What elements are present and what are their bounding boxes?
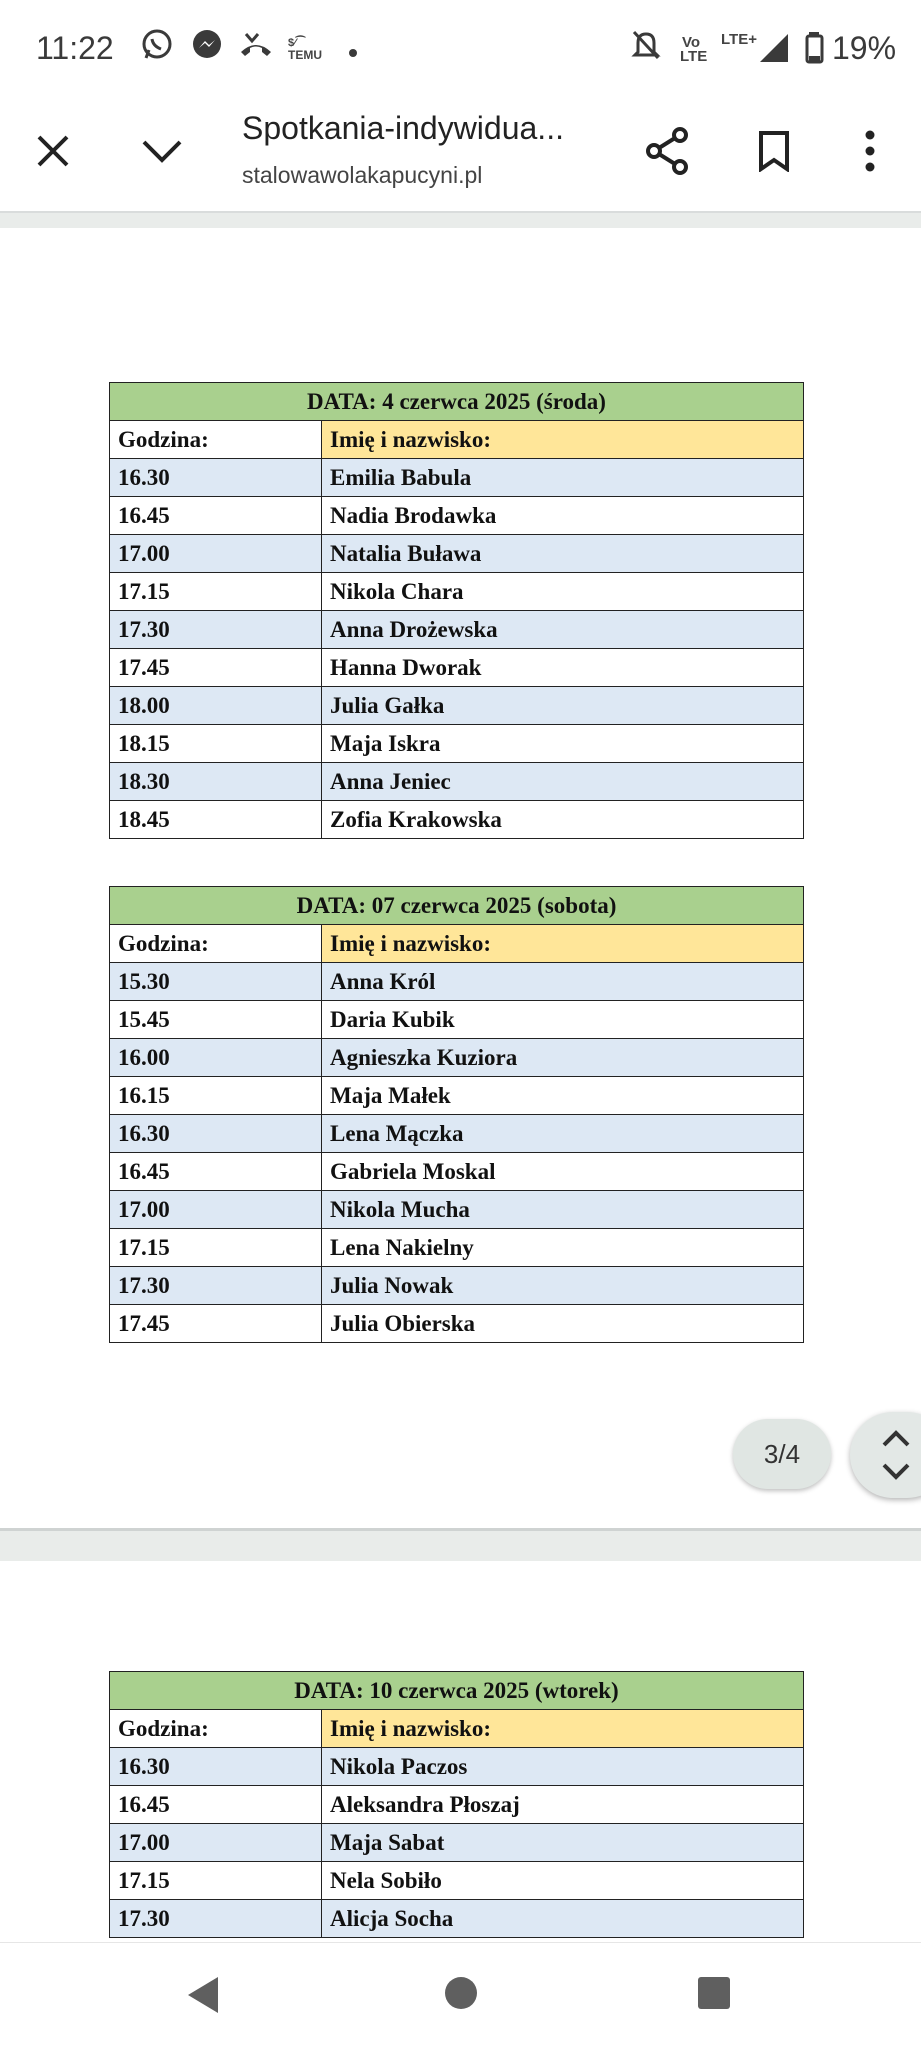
- page-indicator: 3/4: [733, 1419, 831, 1489]
- cell-time: 18.15: [110, 725, 322, 763]
- table-date-header: DATA: 10 czerwca 2025 (wtorek): [110, 1672, 804, 1710]
- cell-name: Julia Obierska: [322, 1305, 804, 1343]
- table-row: [110, 687, 804, 725]
- cell-time: 17.15: [110, 573, 322, 611]
- more-vert-icon: [864, 130, 876, 172]
- cell-time: 17.30: [110, 1900, 322, 1938]
- table-row: [110, 1267, 804, 1305]
- table-row: [110, 1786, 804, 1824]
- cell-name: Nikola Paczos: [322, 1748, 804, 1786]
- cell-time: 17.45: [110, 1305, 322, 1343]
- table-row: [110, 1039, 804, 1077]
- cell-name: Julia Nowak: [322, 1267, 804, 1305]
- cell-time: 17.15: [110, 1862, 322, 1900]
- cell-name: Lena Nakielny: [322, 1229, 804, 1267]
- cell-name: Emilia Babula: [322, 459, 804, 497]
- viewer-app-bar: [0, 96, 921, 213]
- table-row: [110, 801, 804, 839]
- share-button[interactable]: [642, 126, 692, 176]
- table-row: [110, 763, 804, 801]
- temu-label: TEMU: [288, 48, 322, 62]
- cell-name: Zofia Krakowska: [322, 801, 804, 839]
- back-button[interactable]: [182, 1973, 222, 2022]
- column-header-name: Imię i nazwisko:: [322, 421, 804, 459]
- cell-time: 16.30: [110, 1748, 322, 1786]
- cell-time: 16.30: [110, 1115, 322, 1153]
- table-row: [110, 1862, 804, 1900]
- cell-time: 16.30: [110, 459, 322, 497]
- cell-name: Nela Sobiło: [322, 1862, 804, 1900]
- chevron-down-icon: [140, 136, 184, 166]
- cell-time: 16.45: [110, 1786, 322, 1824]
- table-row: [110, 1001, 804, 1039]
- cell-time: 18.45: [110, 801, 322, 839]
- schedule-table-2: [109, 886, 804, 1343]
- table-row: [110, 497, 804, 535]
- cell-time: 16.45: [110, 1153, 322, 1191]
- cell-name: Daria Kubik: [322, 1001, 804, 1039]
- lte-plus-label: LTE+: [721, 31, 757, 48]
- scroll-chevrons-icon: [876, 1425, 916, 1485]
- volte-bottom: LTE: [680, 48, 708, 65]
- back-triangle-icon: [182, 1973, 222, 2017]
- cell-name: Lena Mączka: [322, 1115, 804, 1153]
- table-row: [110, 1115, 804, 1153]
- whatsapp-icon: [140, 28, 174, 67]
- column-header-name: Imię i nazwisko:: [322, 925, 804, 963]
- table-row: [110, 1191, 804, 1229]
- cell-name: Maja Iskra: [322, 725, 804, 763]
- battery-percent: 19%: [832, 30, 897, 66]
- cell-time: 17.15: [110, 1229, 322, 1267]
- cell-name: Gabriela Moskal: [322, 1153, 804, 1191]
- table-row: [110, 1305, 804, 1343]
- signal-icon: [758, 32, 790, 69]
- cell-name: Julia Gałka: [322, 687, 804, 725]
- cell-name: Agnieszka Kuziora: [322, 1039, 804, 1077]
- recents-button[interactable]: [696, 1975, 732, 2016]
- document-title: Spotkania-indywidua...: [242, 110, 564, 146]
- table-row: [110, 1153, 804, 1191]
- cell-name: Nikola Mucha: [322, 1191, 804, 1229]
- cell-time: 17.30: [110, 1267, 322, 1305]
- table-row: [110, 535, 804, 573]
- battery-icon: [805, 32, 825, 69]
- cell-time: 18.30: [110, 763, 322, 801]
- share-icon: [645, 127, 689, 175]
- more-options-button[interactable]: [845, 126, 895, 176]
- cell-time: 17.00: [110, 1191, 322, 1229]
- cell-time: 17.00: [110, 1824, 322, 1862]
- cell-time: 15.30: [110, 963, 322, 1001]
- cell-name: Nadia Brodawka: [322, 497, 804, 535]
- temu-top-text: $⁄⁀: [288, 37, 305, 49]
- column-header-time: Godzina:: [110, 421, 322, 459]
- cell-time: 18.00: [110, 687, 322, 725]
- table-row: [110, 611, 804, 649]
- cell-time: 16.15: [110, 1077, 322, 1115]
- column-header-time: Godzina:: [110, 925, 322, 963]
- cell-time: 17.30: [110, 611, 322, 649]
- table-row: [110, 573, 804, 611]
- cell-name: Anna Drożewska: [322, 611, 804, 649]
- cell-name: Aleksandra Płoszaj: [322, 1786, 804, 1824]
- table-row: [110, 1748, 804, 1786]
- missed-call-icon: [238, 28, 274, 67]
- table-row: [110, 1229, 804, 1267]
- cell-time: 16.45: [110, 497, 322, 535]
- home-circle-icon: [443, 1975, 479, 2011]
- cell-name: Hanna Dworak: [322, 649, 804, 687]
- cell-name: Anna Król: [322, 963, 804, 1001]
- recents-square-icon: [696, 1975, 732, 2011]
- status-bar: [0, 0, 921, 96]
- schedule-table-3: [109, 1671, 804, 1938]
- notifications-off-icon: [630, 28, 662, 67]
- home-button[interactable]: [443, 1975, 479, 2016]
- table-row: [110, 649, 804, 687]
- more-notifications-icon: [348, 45, 358, 63]
- cell-name: Maja Małek: [322, 1077, 804, 1115]
- cell-time: 15.45: [110, 1001, 322, 1039]
- table-row: [110, 1077, 804, 1115]
- cell-name: Natalia Buława: [322, 535, 804, 573]
- table-date-header: DATA: 4 czerwca 2025 (środa): [110, 383, 804, 421]
- volte-top: Vo: [682, 34, 701, 51]
- collapse-button[interactable]: [137, 126, 187, 176]
- system-nav-bar: [0, 1942, 921, 2049]
- status-time: 11:22: [36, 30, 114, 66]
- schedule-table-1: [109, 382, 804, 839]
- cell-name: Nikola Chara: [322, 573, 804, 611]
- table-row: [110, 963, 804, 1001]
- table-row: [110, 725, 804, 763]
- cell-time: 16.00: [110, 1039, 322, 1077]
- column-header-name: Imię i nazwisko:: [322, 1710, 804, 1748]
- cell-name: Maja Sabat: [322, 1824, 804, 1862]
- bookmark-icon: [757, 130, 791, 172]
- messenger-icon: [190, 28, 224, 67]
- close-button[interactable]: [28, 126, 78, 176]
- document-url: stalowawolakapucyni.pl: [242, 162, 483, 188]
- cell-name: Alicja Socha: [322, 1900, 804, 1938]
- cell-time: 17.00: [110, 535, 322, 573]
- column-header-time: Godzina:: [110, 1710, 322, 1748]
- table-row: [110, 459, 804, 497]
- table-row: [110, 1824, 804, 1862]
- close-icon: [35, 133, 71, 169]
- cell-name: Anna Jeniec: [322, 763, 804, 801]
- table-date-header: DATA: 07 czerwca 2025 (sobota): [110, 887, 804, 925]
- table-row: [110, 1900, 804, 1938]
- cell-time: 17.45: [110, 649, 322, 687]
- bookmark-button[interactable]: [749, 126, 799, 176]
